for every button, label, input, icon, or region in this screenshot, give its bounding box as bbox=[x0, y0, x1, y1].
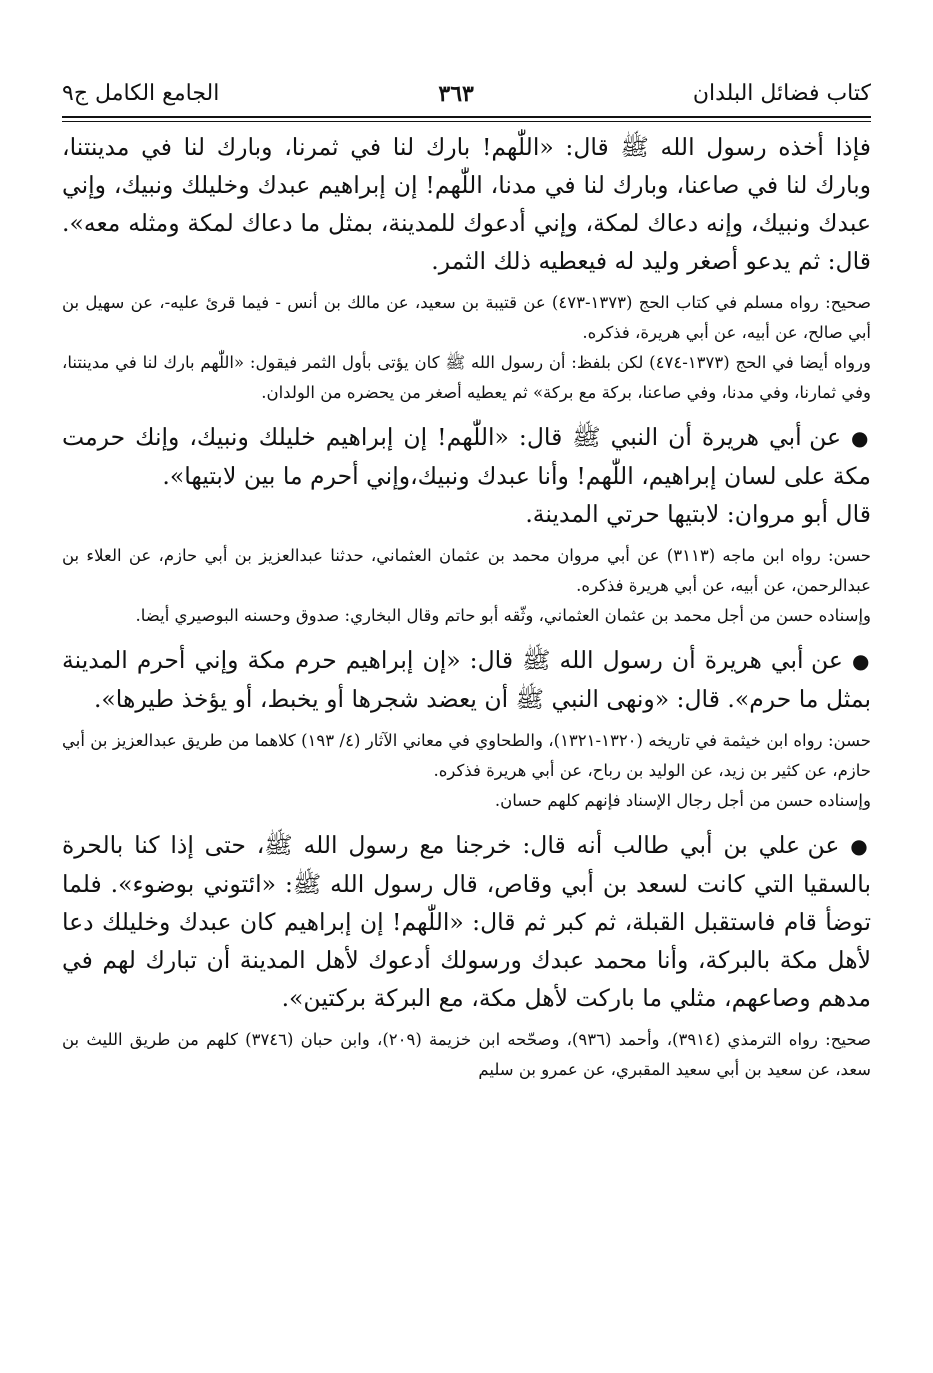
hadith-commentary: قال أبو مروان: لابتيها حرتي المدينة. bbox=[525, 500, 871, 528]
takhrij-note: صحيح: رواه مسلم في كتاب الحج (١٣٧٣-٤٧٣) عن قتيبة بن سعيد، عن مالك بن أنس - فيما قرئ عليه-، عن سهيل بن أبي صالح، عن أبيه، عن أبي هريرة، فذكره. bbox=[62, 293, 871, 342]
takhrij-note: صحيح: رواه الترمذي (٣٩١٤)، وأحمد (٩٣٦)، وصحّحه ابن خزيمة (٢٠٩)، وابن حبان (٣٧٤٦) كلهم من طريق الليث بن سعد، عن سعيد بن أبي سعيد المقبري، عن عمرو بن سليم bbox=[62, 1030, 871, 1079]
takhrij-note: حسن: رواه ابن ماجه (٣١١٣) عن أبي مروان محمد بن عثمان العثماني، حدثنا عبدالعزيز بن أبي حازم، عن العلاء بن عبدالرحمن، عن أبيه، عن أبي هريرة فذكره. bbox=[62, 546, 871, 595]
header-rule-thick bbox=[62, 116, 871, 118]
hadith-text: عن علي بن أبي طالب أنه قال: خرجنا مع رسول الله ﷺ، حتى إذا كنا بالحرة بالسقيا التي كانت لسعد بن أبي وقاص، قال رسول الله ﷺ: «ائتوني بوضوء». فلما توضأ قام فاستقبل القبلة، ثم كبر ثم قال: «اللّٰهم! إن إبراهيم كان عبدك وخليلك دعا لأهل مكة بالبركة، وأنا محمد عبدك ورسولك أدعوك لأهل المدينة أن تبارك لهم في مدهم وصاعهم، مثلي ما باركت لأهل مكة، مع البركة بركتين». bbox=[62, 831, 871, 1012]
header-rule-thin bbox=[62, 121, 871, 122]
page-body bbox=[62, 128, 871, 1085]
hadith-text-continued: فإذا أخذه رسول الله ﷺ قال: «اللّٰهم! بارك لنا في ثمرنا، وبارك لنا في مدينتنا، وبارك لنا في صاعنا، وبارك لنا في مدنا، اللّٰهم! إن إبراهيم عبدك وخليلك ونبيك، وإني عبدك ونبيك، وإنه دعاك لمكة، وإني أدعوك للمدينة، بمثل ما دعاك لمكة ومثله معه». قال: ثم يدعو أصغر وليد له فيعطيه ذلك الثمر. bbox=[62, 133, 871, 275]
bullet-icon: ● bbox=[851, 649, 871, 673]
book-title: الجامع الكامل ج٩ bbox=[62, 81, 220, 106]
hadith-text: عن أبي هريرة أن رسول الله ﷺ قال: «إن إبراهيم حرم مكة وإني أحرم المدينة بمثل ما حرم». قال: «ونهى النبي ﷺ أن يعضد شجرها أو يخبط، أو يؤخذ طيرها». bbox=[62, 646, 871, 713]
bullet-icon: ● bbox=[851, 426, 871, 450]
page-number: ٣٦٣ bbox=[438, 81, 474, 107]
takhrij-note: حسن: رواه ابن خيثمة في تاريخه (١٣٢٠-١٣٢١)، والطحاوي في معاني الآثار (٤/ ١٩٣) كلاهما من طريق عبدالعزيز بن أبي حازم، عن كثير بن زيد، عن الوليد بن رباح، عن أبي هريرة فذكره. bbox=[62, 731, 871, 780]
hadith-paragraph bbox=[62, 826, 871, 1017]
hadith-paragraph bbox=[62, 641, 871, 718]
takhrij-note: وإسناده حسن من أجل رجال الإسناد فإنهم كلهم حسان. bbox=[494, 791, 871, 810]
page-header bbox=[62, 72, 871, 108]
takhrij-note: وإسناده حسن من أجل محمد بن عثمان العثماني، وثّقه أبو حاتم وقال البخاري: صدوق وحسنه البوصيري أيضا. bbox=[135, 606, 871, 625]
hadith-paragraph bbox=[62, 418, 871, 495]
chapter-title: كتاب فضائل البلدان bbox=[692, 81, 871, 106]
bullet-icon: ● bbox=[850, 834, 871, 858]
takhrij-note: ورواه أيضا في الحج (١٣٧٣-٤٧٤) لكن بلفظ: أن رسول الله ﷺ كان يؤتى بأول الثمر فيقول: «اللّٰهم بارك لنا في مدينتنا، وفي ثمارنا، وفي مدنا، وفي صاعنا، بركة مع بركة» ثم يعطيه أصغر من يحضره من الولدان. bbox=[62, 353, 871, 402]
hadith-text: عن أبي هريرة أن النبي ﷺ قال: «اللّٰهم! إن إبراهيم خليلك ونبيك، وإنك حرمت مكة على لسان إبراهيم، اللّٰهم! وأنا عبدك ونبيك،وإني أحرم ما بين لابتيها». bbox=[62, 423, 871, 490]
